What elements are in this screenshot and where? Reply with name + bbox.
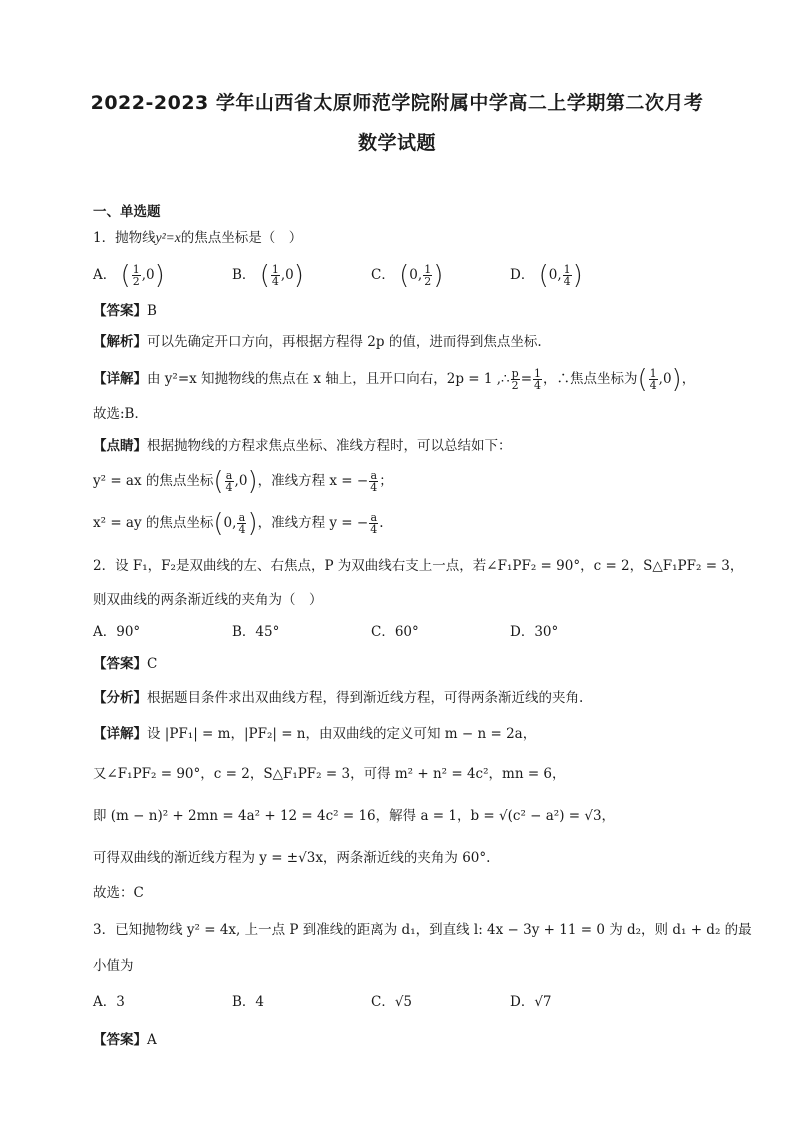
rule-text: x² = ay 的焦点坐标: [93, 515, 214, 531]
q1-rule-1: y² = ax 的焦点坐标( $\frac{a}{4}$ ,0)，准线方程 x = − $\frac{a}{4}$ ；: [93, 466, 393, 497]
q2-option-d: D．30°: [510, 624, 559, 640]
detail-text: 由 y²=x 知抛物线的焦点在 x 轴上，且开口向右，2p = 1 ,∴: [147, 371, 510, 387]
q2-option-a: A．90°: [93, 624, 141, 640]
answer-tag: 【答案】: [93, 303, 147, 319]
rule-text: ，准线方程 y = −: [257, 515, 369, 531]
analysis-tag: 【解析】: [93, 334, 147, 350]
option-label: A．: [93, 267, 117, 283]
q2-answer: [93, 654, 157, 674]
rule-text: ，准线方程 x = −: [257, 473, 369, 489]
document-title-line1: 2022-2023 学年山西省太原师范学院附属中学高二上学期第二次月考: [90, 92, 704, 114]
q2-detail-4: 可得双曲线的渐近线方程为 y = ±√3x，两条渐近线的夹角为 60°.: [93, 850, 491, 866]
q1-option-a: A． ( $\frac{1}{2}$ ,0): [93, 260, 165, 291]
q1-stem-suffix: 的焦点坐标是（ ）: [180, 230, 303, 246]
q1-detail: 【详解】由 y²=x 知抛物线的焦点在 x 轴上，且开口向右，2p = 1 ,∴ $\frac{p}{2}$ = $\frac{1}{4}$ ，∴焦点坐标为( $\frac{1}{4}$ ,0)，: [93, 364, 696, 395]
q2-detail-3: 即 (m − n)² + 2mn = 4a² + 12 = 4c² = 16，解得 a = 1，b = √(c² − a²) = √3，: [93, 808, 616, 824]
q1-option-c: C． (0, $\frac{1}{2}$ ): [371, 260, 444, 291]
q2-detail-2: 又∠F₁PF₂ = 90°，c = 2，S△F₁PF₂ = 3，可得 m² + n² = 4c²，mn = 6，: [93, 766, 566, 782]
q3-option-d: D．√7: [510, 994, 552, 1010]
q3-answer: [93, 1030, 157, 1050]
analysis-text: 可以先确定开口方向，再根据方程得 2p 的值，进而得到焦点坐标.: [147, 334, 542, 350]
q3-option-c: C．√5: [371, 994, 413, 1010]
q2-choose: 故选：C: [93, 885, 144, 901]
q1-stem-math: y²=x: [155, 230, 181, 245]
q1-analysis: [93, 332, 542, 352]
option-label: C．: [371, 267, 395, 283]
q1-stem-prefix: 1．抛物线: [93, 230, 156, 246]
analysis-tag: 【分析】: [93, 690, 147, 706]
comment-text: 根据抛物线的方程求焦点坐标、准线方程时，可以总结如下：: [147, 438, 512, 454]
comment-tag: 【点睛】: [93, 438, 147, 454]
question-3-stem-cont: 小值为: [93, 958, 134, 974]
analysis-text: 根据题目条件求出双曲线方程，得到渐近线方程，可得两条渐近线的夹角.: [147, 690, 584, 706]
answer-value: B: [147, 303, 157, 319]
q1-option-d: D． (0, $\frac{1}{4}$ ): [510, 260, 583, 291]
q2-option-b: B．45°: [232, 624, 280, 640]
q1-rule-2: x² = ay 的焦点坐标(0, $\frac{a}{4}$ )，准线方程 y = − $\frac{a}{4}$ .: [93, 508, 384, 539]
answer-tag: 【答案】: [93, 1032, 147, 1048]
q1-choose: 故选:B．: [93, 406, 148, 422]
q3-option-a: A．3: [93, 994, 125, 1010]
q1-option-b: B． ( $\frac{1}{4}$ ,0): [232, 260, 304, 291]
q1-comment: [93, 436, 512, 456]
q2-option-c: C．60°: [371, 624, 419, 640]
q1-answer: [93, 301, 157, 321]
rule-text: y² = ax 的焦点坐标: [93, 473, 214, 489]
document-title-line2: 数学试题: [357, 132, 436, 154]
answer-tag: 【答案】: [93, 656, 147, 672]
detail-text-end: ，∴焦点坐标为: [543, 371, 638, 387]
detail-tag: 【详解】: [93, 726, 147, 742]
question-3-stem: 3．已知抛物线 y² = 4x, 上一点 P 到准线的距离为 d₁，到直线 l: 4x − 3y + 11 = 0 为 d₂，则 d₁ + d₂ 的最: [93, 922, 752, 938]
q3-option-b: B．4: [232, 994, 265, 1010]
option-label: D．: [510, 267, 535, 283]
answer-value: A: [147, 1032, 157, 1048]
section-heading: 一、单选题: [93, 204, 161, 220]
answer-value: C: [147, 656, 158, 672]
question-1-stem: [93, 228, 302, 248]
detail-tag: 【详解】: [93, 371, 147, 387]
option-label: B．: [232, 267, 256, 283]
question-2-stem: 2．设 F₁，F₂是双曲线的左、右焦点，P 为双曲线右支上一点，若∠F₁PF₂ = 90°，c = 2，S△F₁PF₂ = 3，: [93, 558, 744, 574]
question-2-stem-cont: 则双曲线的两条渐近线的夹角为（ ）: [93, 592, 323, 608]
q2-analysis: [93, 688, 583, 708]
q2-detail-1: [93, 724, 536, 744]
detail-text: 设 |PF₁| = m，|PF₂| = n，由双曲线的定义可知 m − n = 2a，: [147, 726, 537, 742]
